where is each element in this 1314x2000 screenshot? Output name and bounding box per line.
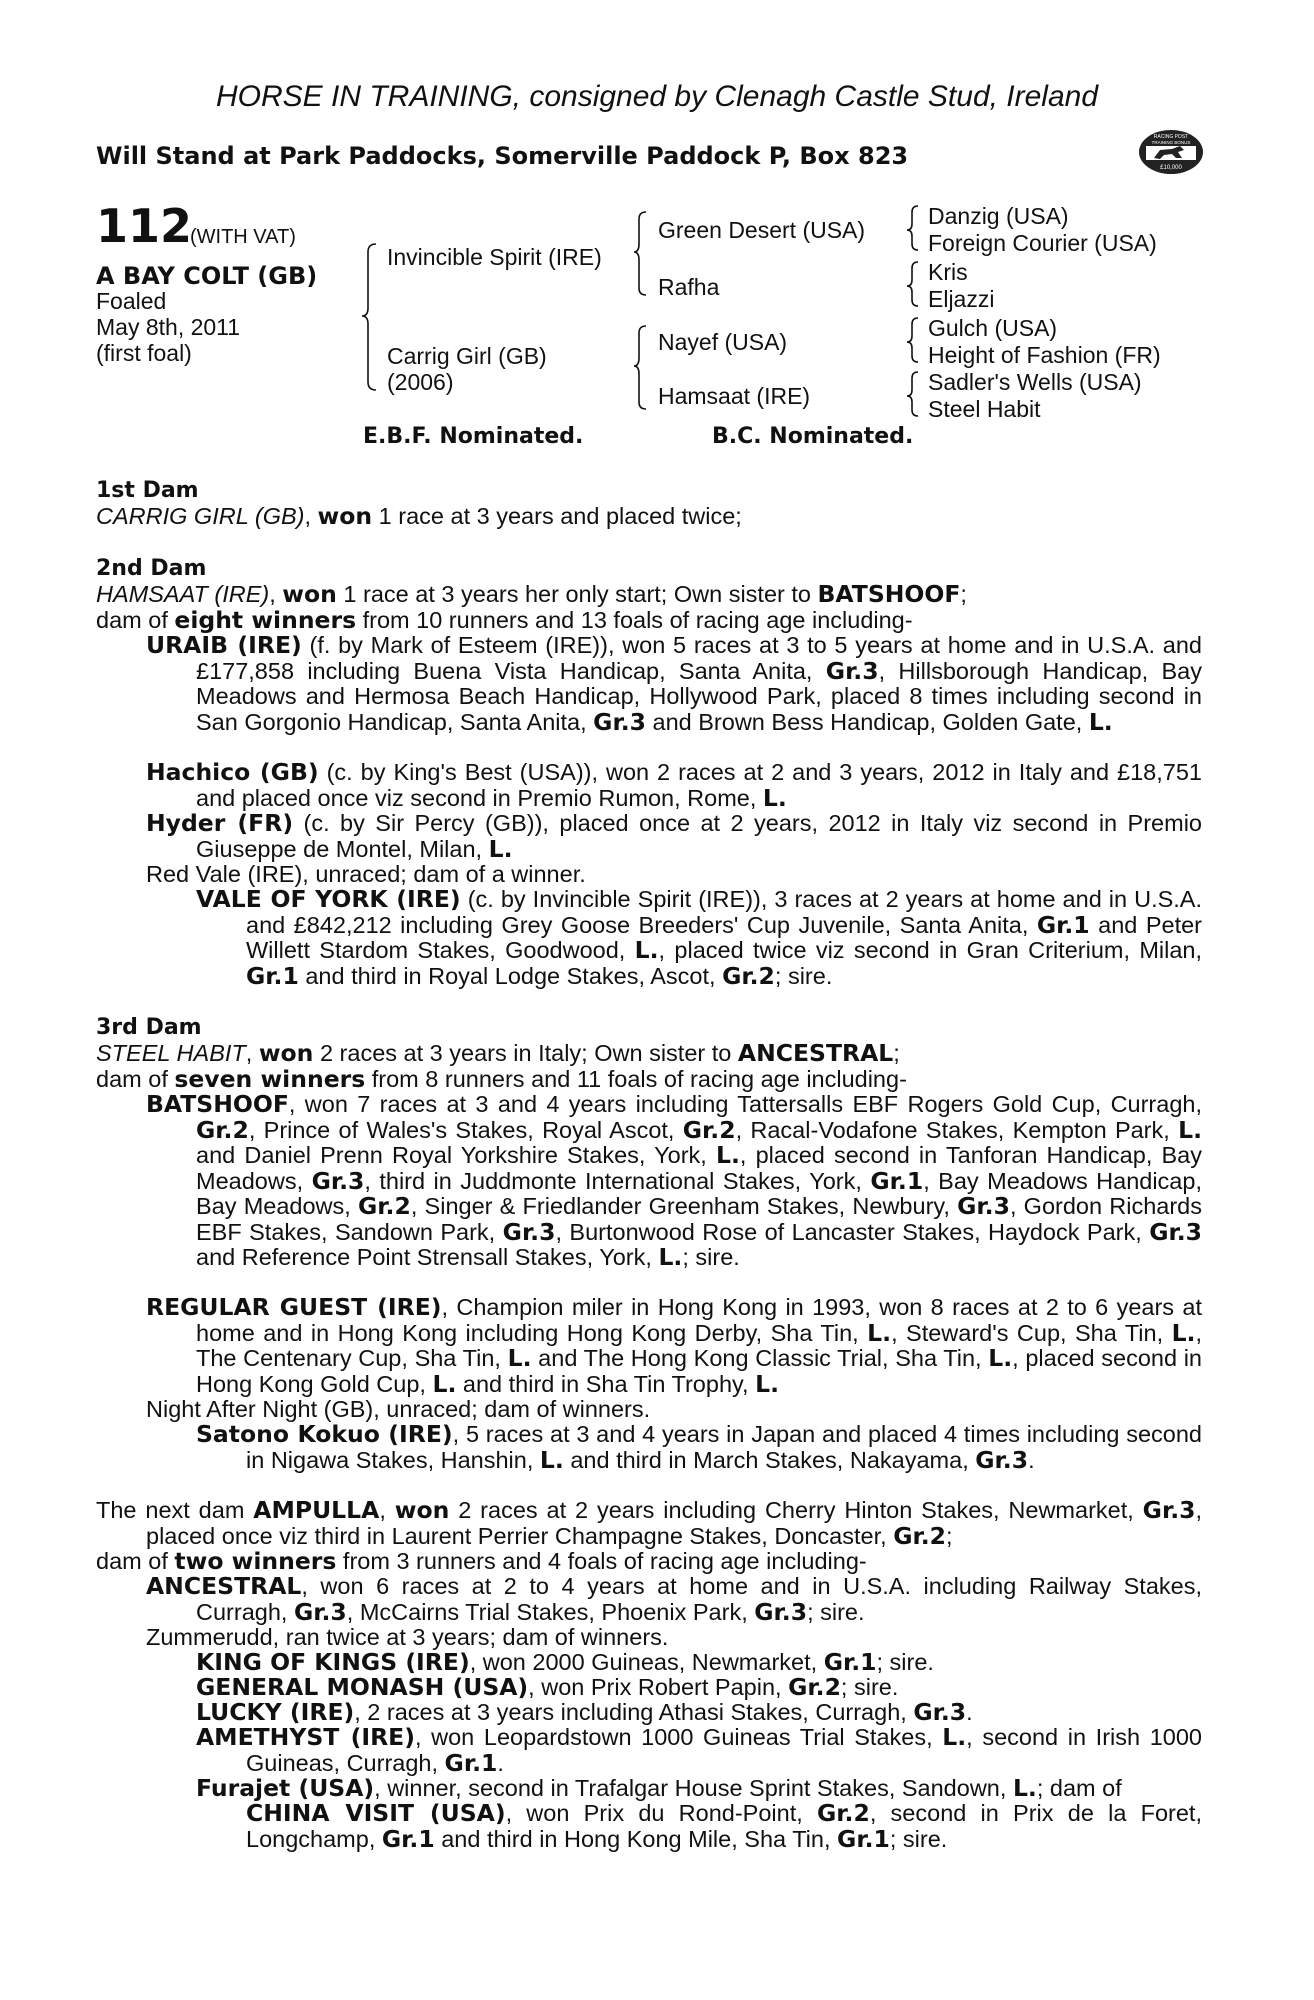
grade: Gr.1 — [837, 1824, 890, 1853]
sibling-name: BATSHOOF — [817, 580, 961, 608]
dam-name: HAMSAAT (IRE) — [96, 581, 270, 607]
winners-count: seven winners — [174, 1065, 366, 1093]
record-text: , Gordon Richards EBF Stakes, Sandown Park, — [196, 1193, 1202, 1245]
grade: Gr.2 — [358, 1192, 411, 1220]
record-text: , placed once viz third in Laurent Perrier Champagne Stakes, Doncaster, — [146, 1497, 1203, 1549]
badge-amount: £10,000 — [1160, 165, 1182, 171]
record-text: and third in Sha Tin Trophy, — [456, 1370, 756, 1397]
grade: Gr.2 — [722, 961, 775, 990]
record-text: , second in Prix de la Foret, Longchamp, — [246, 1800, 1202, 1852]
dam-name: STEEL HABIT — [96, 1040, 246, 1066]
record-text: , won 7 races at 3 and 4 years including Tattersalls EBF Rogers Gold Cup, Curragh, — [288, 1091, 1202, 1117]
listed: L. — [1178, 1115, 1202, 1144]
record-text: , won Prix du Rond-Point, — [505, 1800, 817, 1826]
record-text: 1 race at 3 years her only start; Own sister to — [336, 581, 818, 607]
produce-amethyst — [196, 1725, 1202, 1776]
record-text: , Bay Meadows Handicap, Bay Meadows, — [196, 1167, 1202, 1219]
record-text: , The Centenary Cup, Sha Tin, — [196, 1319, 1202, 1371]
lot-foaled-date: May 8th, 2011 — [96, 314, 241, 340]
produce-batshoof — [146, 1092, 1202, 1271]
pedigree-ggd-4: Steel Habit — [928, 396, 1041, 422]
produce-lucky — [196, 1700, 1202, 1726]
dam-of-label: dam of — [96, 1066, 175, 1092]
grade: Gr.3 — [502, 1217, 556, 1246]
grade: Gr.3 — [293, 1597, 347, 1626]
grade: Gr.3 — [1149, 1217, 1202, 1246]
listed: L. — [634, 936, 659, 964]
record-text: ; sire. — [876, 1649, 934, 1675]
record-text: , Steward's Cup, Sha Tin, — [891, 1319, 1172, 1346]
produce-regular-guest — [146, 1295, 1202, 1397]
grade: Gr.1 — [1036, 910, 1090, 939]
second-dam-heading: 2nd Dam — [96, 556, 207, 581]
record-text: , placed twice viz second in Gran Criterium, Milan, — [658, 937, 1202, 963]
horse-name: VALE OF YORK (IRE) — [196, 885, 461, 913]
horse-name: GENERAL MONASH (USA) — [196, 1673, 529, 1701]
record-text: , third in Juddmonte International Stakes, York, — [364, 1167, 871, 1194]
produce-vale-of-york — [196, 887, 1202, 989]
record-text: , Prince of Wales's Stakes, Royal Ascot, — [248, 1116, 683, 1143]
record-text: and The Hong Kong Classic Trial, Sha Tin, — [531, 1345, 989, 1371]
record-text: , Burtonwood Rose of Lancaster Stakes, Haydock Park, — [555, 1218, 1150, 1245]
first-dam-record: 1 race at 3 years and placed twice; — [372, 503, 742, 529]
horse-name: Hachico (GB) — [146, 758, 319, 786]
badge-mid-text: TRAINING BONUS — [1151, 140, 1191, 145]
horse-name: KING OF KINGS (IRE) — [196, 1648, 470, 1676]
pedigree-ggs-2: Kris — [928, 259, 968, 285]
consignment-title: HORSE IN TRAINING, consigned by Clenagh Castle Stud, Ireland — [215, 80, 1099, 113]
lot-number: 112 — [96, 199, 193, 253]
punct: ; — [946, 1522, 953, 1549]
grade: Gr.3 — [913, 1698, 967, 1726]
horse-name: Satono Kokuo (IRE) — [196, 1420, 453, 1448]
record-text: , Champion miler in Hong Kong in 1993, won 8 races at 2 to 6 years at home and in Hong Kong including Hong Kong Derby, Sha Tin, — [196, 1294, 1202, 1346]
record-text: , Singer & Friedlander Greenham Stakes, Newbury, — [410, 1193, 958, 1219]
listed: L. — [988, 1344, 1013, 1372]
second-dam-text — [96, 582, 1202, 608]
grade: Gr.1 — [870, 1166, 924, 1195]
grade: Gr.2 — [893, 1521, 946, 1550]
ebf-nominated: E.B.F. Nominated. — [363, 424, 584, 449]
grade: Gr.1 — [381, 1824, 435, 1853]
horse-name: ANCESTRAL — [146, 1572, 302, 1600]
record-text: , Racal-Vodafone Stakes, Kempton Park, — [735, 1116, 1179, 1143]
brace-sire-dam — [362, 244, 376, 390]
record-text: and third in Royal Lodge Stakes, Ascot, — [298, 962, 723, 989]
produce-general-monash — [196, 1675, 1202, 1701]
listed: L. — [1012, 1774, 1037, 1802]
punct: . — [1028, 1446, 1035, 1473]
winners-count: eight winners — [174, 606, 357, 634]
listed: L. — [658, 1243, 683, 1271]
produce-satono-kokuo — [196, 1422, 1202, 1473]
third-dam-text — [96, 1041, 1202, 1067]
produce-night-after-night: Night After Night (GB), unraced; dam of winners. — [146, 1396, 651, 1422]
lot-name: A BAY COLT (GB) — [96, 262, 318, 290]
brace-gd1 — [907, 262, 918, 306]
grade: Gr.2 — [682, 1115, 736, 1144]
produce-hyder — [146, 811, 1202, 862]
pedigree-granddam-1: Rafha — [658, 274, 720, 300]
comma: , — [269, 581, 283, 607]
record-text: ; sire. — [840, 1674, 899, 1700]
record-text: ; sire. — [889, 1825, 948, 1852]
produce-furajet — [196, 1776, 1202, 1802]
runners-text: from 3 runners and 4 foals of racing age including- — [336, 1548, 867, 1574]
horse-name: URAIB (IRE) — [146, 631, 302, 659]
listed: L. — [432, 1369, 457, 1398]
punct: ; — [960, 581, 967, 607]
horse-name: Hyder (FR) — [146, 809, 294, 837]
punct: ; — [893, 1040, 900, 1066]
record-text: , second in Irish 1000 Guineas, Curragh, — [246, 1724, 1202, 1776]
pedigree-ggd-3: Height of Fashion (FR) — [928, 342, 1161, 368]
pedigree-ggs-1: Danzig (USA) — [928, 203, 1069, 229]
listed: L. — [867, 1318, 892, 1347]
grade: Gr.1 — [823, 1648, 877, 1676]
record-text: ; dam of — [1036, 1775, 1122, 1801]
record-text: ; sire. — [682, 1244, 740, 1270]
pedigree-grandsire-1: Green Desert (USA) — [658, 217, 866, 243]
produce-ancestral — [146, 1574, 1202, 1625]
record-text: and Brown Bess Handicap, Golden Gate, — [645, 708, 1089, 735]
brace-gd2 — [907, 372, 918, 416]
record-text: ; sire. — [774, 962, 833, 989]
listed: L. — [488, 834, 513, 863]
produce-red-vale: Red Vale (IRE), unraced; dam of a winner. — [146, 861, 586, 887]
won-label: won — [394, 1496, 450, 1524]
listed: L. — [716, 1141, 740, 1169]
pedigree-dam-year: (2006) — [387, 369, 454, 395]
lot-note: (first foal) — [96, 340, 192, 366]
grade: Gr.3 — [957, 1192, 1010, 1220]
record-text: and Peter Willett Stardom Stakes, Goodwood, — [246, 911, 1202, 963]
record-text: (c. by King's Best (USA)), won 2 races at 2 and 3 years, 2012 in Italy and £18,751 and placed once viz second in Premio Rumon, Rome, — [196, 759, 1202, 811]
record-text: , 2 races at 3 years including Athasi Stakes, Curragh, — [354, 1699, 914, 1725]
produce-uraib — [146, 633, 1202, 735]
badge-top-text: RACING POST — [1153, 134, 1189, 140]
produce-zummerudd: Zummerudd, ran twice at 3 years; dam of winners. — [146, 1624, 669, 1650]
lot-foaled: Foaled — [96, 288, 167, 314]
horse-name: BATSHOOF — [146, 1090, 289, 1118]
third-dam-produce-summary — [96, 1067, 1202, 1093]
winners-count: two winners — [174, 1547, 337, 1575]
record-text: , 5 races at 3 and 4 years in Japan and placed 4 times including second in Nigawa Stakes, Hanshin, — [246, 1421, 1202, 1473]
listed: L. — [1088, 707, 1113, 736]
bc-nominated: B.C. Nominated. — [712, 424, 914, 449]
record-text: , won Prix Robert Papin, — [528, 1674, 789, 1700]
grade: Gr.1 — [444, 1748, 498, 1777]
first-dam-text — [96, 504, 1202, 530]
horse-name: AMETHYST (IRE) — [196, 1723, 415, 1751]
first-dam-heading: 1st Dam — [96, 478, 199, 503]
dam-name: CARRIG GIRL (GB) — [96, 503, 305, 529]
grade: Gr.3 — [754, 1597, 808, 1626]
record-text: , placed second in Hong Kong Gold Cup, — [196, 1345, 1202, 1397]
punct: . — [497, 1749, 504, 1776]
horse-name: REGULAR GUEST (IRE) — [146, 1293, 442, 1321]
horse-name: Furajet (USA) — [196, 1774, 375, 1802]
sibling-name: ANCESTRAL — [737, 1039, 894, 1067]
stand-location: Will Stand at Park Paddocks, Somerville Paddock P, Box 823 — [96, 142, 909, 170]
pedigree-granddam-2: Hamsaat (IRE) — [658, 383, 811, 409]
record-text: , McCairns Trial Stakes, Phoenix Park, — [346, 1598, 755, 1625]
punct: . — [966, 1699, 973, 1725]
won-label: won — [258, 1039, 314, 1067]
record-text: 2 races at 2 years including Cherry Hinton Stakes, Newmarket, — [449, 1497, 1143, 1523]
record-text: and third in March Stakes, Nakayama, — [563, 1446, 976, 1473]
brace-sire — [634, 212, 646, 295]
record-text: (f. by Mark of Esteem (IRE)), won 5 races at 3 to 5 years at home and in U.S.A. and £177,858 including Buena Vista Handicap, Santa Anita, — [196, 632, 1203, 684]
horse-name: LUCKY (IRE) — [196, 1698, 355, 1726]
brace-gs2 — [907, 318, 918, 362]
listed: L. — [539, 1445, 564, 1474]
dam-name: AMPULLA — [253, 1496, 380, 1524]
won-label: won — [282, 580, 337, 608]
intro-text: The next dam — [96, 1497, 254, 1523]
record-text: ; sire. — [807, 1598, 865, 1625]
grade: Gr.3 — [593, 707, 646, 736]
listed: L. — [507, 1344, 532, 1372]
record-text: , Hillsborough Handicap, Bay Meadows and Hermosa Beach Handicap, Hollywood Park, placed 8 times including second in San Gorgonio Handicap, Santa Anita, — [196, 657, 1203, 735]
grade: Gr.3 — [1142, 1496, 1196, 1524]
record-text: 2 races at 3 years in Italy; Own sister to — [313, 1040, 738, 1066]
record-text: , won 6 races at 2 to 4 years at home and in U.S.A. including Railway Stakes, Curragh, — [196, 1573, 1202, 1625]
runners-text: from 10 runners and 13 foals of racing age including- — [356, 607, 913, 633]
comma: , — [379, 1497, 395, 1523]
record-text: and Daniel Prenn Royal Yorkshire Stakes, York, — [196, 1142, 716, 1168]
pedigree-ggd-1: Foreign Courier (USA) — [928, 230, 1157, 256]
listed: L. — [1171, 1318, 1196, 1347]
grade: Gr.3 — [825, 656, 879, 685]
listed: L. — [762, 783, 787, 812]
produce-china-visit — [246, 1801, 1202, 1852]
next-dam-text — [96, 1498, 1202, 1549]
grade: Gr.2 — [788, 1673, 841, 1701]
grade: Gr.1 — [246, 961, 299, 990]
produce-hachico — [146, 760, 1202, 811]
brace-dam — [634, 326, 646, 409]
record-text: , won Leopardstown 1000 Guineas Trial Stakes, — [414, 1724, 943, 1750]
record-text: (c. by Invincible Spirit (IRE)), 3 races at 2 years at home and in U.S.A. and £842,212 including Grey Goose Breeders' Cup Juvenile, Santa Anita, — [246, 886, 1202, 938]
comma: , — [245, 1040, 259, 1066]
comma: , — [304, 503, 318, 529]
pedigree-grandsire-2: Nayef (USA) — [658, 329, 788, 355]
lot-vat: (WITH VAT) — [190, 226, 296, 248]
record-text: , placed second in Tanforan Handicap, Bay Meadows, — [196, 1142, 1202, 1194]
listed: L. — [755, 1369, 779, 1398]
produce-king-of-kings — [196, 1650, 1202, 1676]
record-text: and Reference Point Strensall Stakes, York, — [196, 1244, 659, 1270]
pedigree-sire: Invincible Spirit (IRE) — [387, 244, 602, 270]
runners-text: from 8 runners and 11 foals of racing age including- — [365, 1066, 907, 1092]
next-dam-produce-summary — [96, 1549, 1202, 1575]
record-text: , winner, second in Trafalgar House Sprint Stakes, Sandown, — [374, 1775, 1013, 1801]
pedigree-ggd-2: Eljazzi — [928, 286, 995, 312]
horse-name: CHINA VISIT (USA) — [246, 1799, 506, 1827]
pedigree-dam: Carrig Girl (GB) — [387, 343, 547, 369]
grade: Gr.2 — [817, 1799, 870, 1827]
record-text: and third in Hong Kong Mile, Sha Tin, — [434, 1825, 838, 1852]
brace-gs1 — [907, 206, 918, 250]
record-text: (c. by Sir Percy (GB)), placed once at 2 years, 2012 in Italy viz second in Premio Giuseppe de Montel, Milan, — [196, 810, 1202, 862]
listed: L. — [942, 1723, 967, 1751]
won-label: won — [317, 502, 373, 530]
second-dam-produce-summary — [96, 608, 1202, 634]
grade: Gr.2 — [196, 1115, 249, 1144]
dam-of-label: dam of — [96, 1548, 175, 1574]
pedigree-ggs-4: Sadler's Wells (USA) — [928, 369, 1142, 395]
grade: Gr.3 — [975, 1445, 1029, 1474]
pedigree-ggs-3: Gulch (USA) — [928, 315, 1058, 341]
third-dam-heading: 3rd Dam — [96, 1015, 202, 1040]
grade: Gr.3 — [311, 1166, 365, 1195]
dam-of-label: dam of — [96, 607, 175, 633]
record-text: , won 2000 Guineas, Newmarket, — [469, 1649, 824, 1675]
